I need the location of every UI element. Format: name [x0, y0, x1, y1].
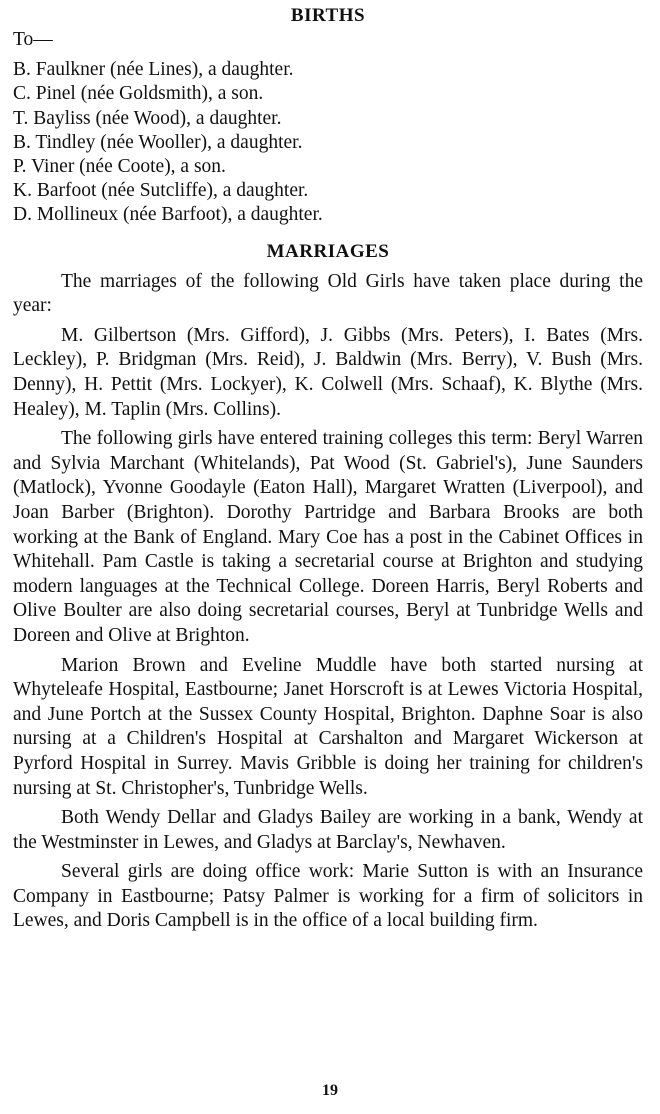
bank-paragraph: Both Wendy Dellar and Gladys Bailey are working in a bank, Wendy at the Westminster in Lewes, and Gladys at Barclay's, Newhaven. — [13, 807, 643, 853]
births-list — [13, 58, 643, 227]
birth-entry: C. Pinel (née Goldsmith), a son. — [13, 83, 264, 105]
document-page — [13, 4, 643, 934]
birth-entry: B. Tindley (née Wooller), a daughter. — [13, 131, 303, 153]
births-heading: BIRTHS — [290, 5, 366, 26]
births-intro: To— — [13, 29, 53, 50]
birth-entry: T. Bayliss (née Wood), a daughter. — [13, 107, 282, 129]
marriages-list-paragraph: M. Gilbertson (Mrs. Gifford), J. Gibbs (Mrs. Peters), I. Bates (Mrs. Leckley), P. Bridgman (Mrs. Reid), J. Baldwin (Mrs. Berry), V. Bush (Mrs. Denny), H. Pettit (Mrs. Lockyer), K. Colwell (Mrs. Schaaf), K. Blythe (Mrs. Healey), M. Taplin (Mrs. Collins). — [13, 324, 643, 420]
birth-entry: K. Barfoot (née Sutcliffe), a daughter. — [13, 180, 309, 202]
training-colleges-paragraph: The following girls have entered training colleges this term: Beryl Warren and Sylvia Marchant (Whitelands), Pat Wood (St. Gabriel's), June Saunders (Matlock), Yvonne Goodayle (Eaton Hall), Margaret Wratten (Liverpool), and Joan Barber (Brighton). Dorothy Partridge and Barbara Brooks are both working at the Bank of England. Mary Coe has a post in the Cabinet Offices in Whitehall. Pam Castle is taking a secretarial course at Brighton and studying modern languages at the Technical College. Doreen Harris, Beryl Roberts and Olive Boulter are also doing secretarial courses, Beryl at Tunbridge Wells and Doreen and Olive at Brighton. — [13, 428, 643, 646]
birth-entry: B. Faulkner (née Lines), a daughter. — [13, 59, 294, 81]
marriages-intro-paragraph: The marriages of the following Old Girls have taken place during the year: — [13, 270, 643, 317]
marriages-heading: MARRIAGES — [266, 240, 390, 262]
nursing-paragraph: Marion Brown and Eveline Muddle have both started nursing at Whyteleafe Hospital, Eastbourne; Janet Horscroft is at Lewes Victoria Hospital, and June Portch at the Sussex County Hospital, Brighton. Daphne Soar is also nursing at a Children's Hospital at Carshalton and Margaret Wickerson at Pyrford Hospital in Surrey. Mavis Gribble is doing her training for children's nursing at St. Christopher's, Tunbridge Wells. — [13, 654, 643, 799]
birth-entry: D. Mollineux (née Barfoot), a daughter. — [13, 204, 323, 226]
office-work-paragraph: Several girls are doing office work: Marie Sutton is with an Insurance Company in Eastbourne; Patsy Palmer is working for a firm of solicitors in Lewes, and Doris Campbell is in the office of a local building firm. — [13, 861, 643, 932]
page-number: 19 — [322, 1082, 338, 1099]
birth-entry: P. Viner (née Coote), a son. — [13, 156, 226, 178]
